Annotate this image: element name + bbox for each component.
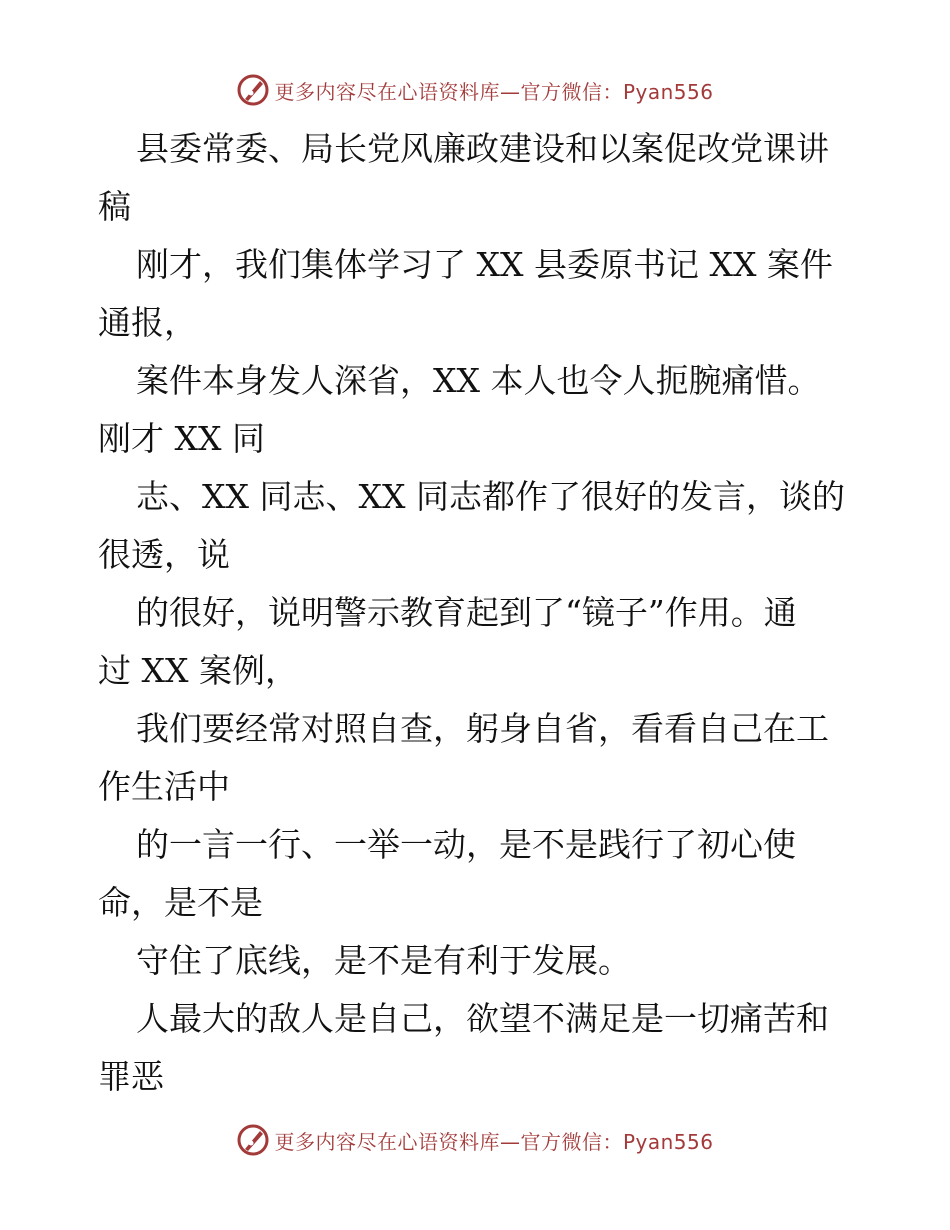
paragraph bbox=[98, 236, 858, 352]
paragraph-line: 人最大的敌人是自己，欲望不满足是一切痛苦和 bbox=[136, 999, 829, 1038]
footer-banner-text: 更多内容尽在心语资料库—官方微信：Pyan556 bbox=[274, 1129, 714, 1154]
paragraph-line: 刚才 XX 同 bbox=[98, 419, 265, 458]
paragraph-line: 志、XX 同志、XX 同志都作了很好的发言，谈的 bbox=[136, 477, 845, 516]
document-body bbox=[98, 120, 858, 1106]
paragraph bbox=[98, 700, 858, 816]
paragraph-line: 通报， bbox=[98, 303, 197, 342]
paragraph-line: 罪恶 bbox=[98, 1057, 164, 1096]
paragraph bbox=[98, 932, 858, 990]
paragraph-line: 案件本身发人深省，XX 本人也令人扼腕痛惜。 bbox=[136, 361, 821, 400]
paragraph bbox=[98, 584, 858, 700]
paragraph-line: 县委常委、局长党风廉政建设和以案促改党课讲 bbox=[136, 129, 829, 168]
pen-logo-icon bbox=[236, 1123, 270, 1157]
header-banner bbox=[0, 70, 950, 110]
paragraph bbox=[98, 352, 858, 468]
paragraph-line: 过 XX 案例， bbox=[98, 651, 298, 690]
paragraph-line: 作生活中 bbox=[98, 767, 230, 806]
paragraph-line: 我们要经常对照自查，躬身自省，看看自己在工 bbox=[136, 709, 829, 748]
paragraph bbox=[98, 990, 858, 1106]
paragraph-line: 刚才，我们集体学习了 XX 县委原书记 XX 案件 bbox=[136, 245, 833, 284]
paragraph bbox=[98, 816, 858, 932]
paragraph-line: 命，是不是 bbox=[98, 883, 263, 922]
footer-banner bbox=[0, 1120, 950, 1160]
paragraph-line: 很透，说 bbox=[98, 535, 230, 574]
paragraph bbox=[98, 468, 858, 584]
paragraph-line: 的一言一行、一举一动，是不是践行了初心使 bbox=[136, 825, 796, 864]
paragraph-line: 守住了底线，是不是有利于发展。 bbox=[136, 941, 631, 980]
paragraph-line: 稿 bbox=[98, 187, 131, 226]
header-banner-text: 更多内容尽在心语资料库—官方微信：Pyan556 bbox=[274, 79, 714, 104]
paragraph-line: 的很好，说明警示教育起到了“镜子”作用。通 bbox=[136, 593, 797, 632]
pen-logo-icon bbox=[236, 73, 270, 107]
paragraph bbox=[98, 120, 858, 236]
